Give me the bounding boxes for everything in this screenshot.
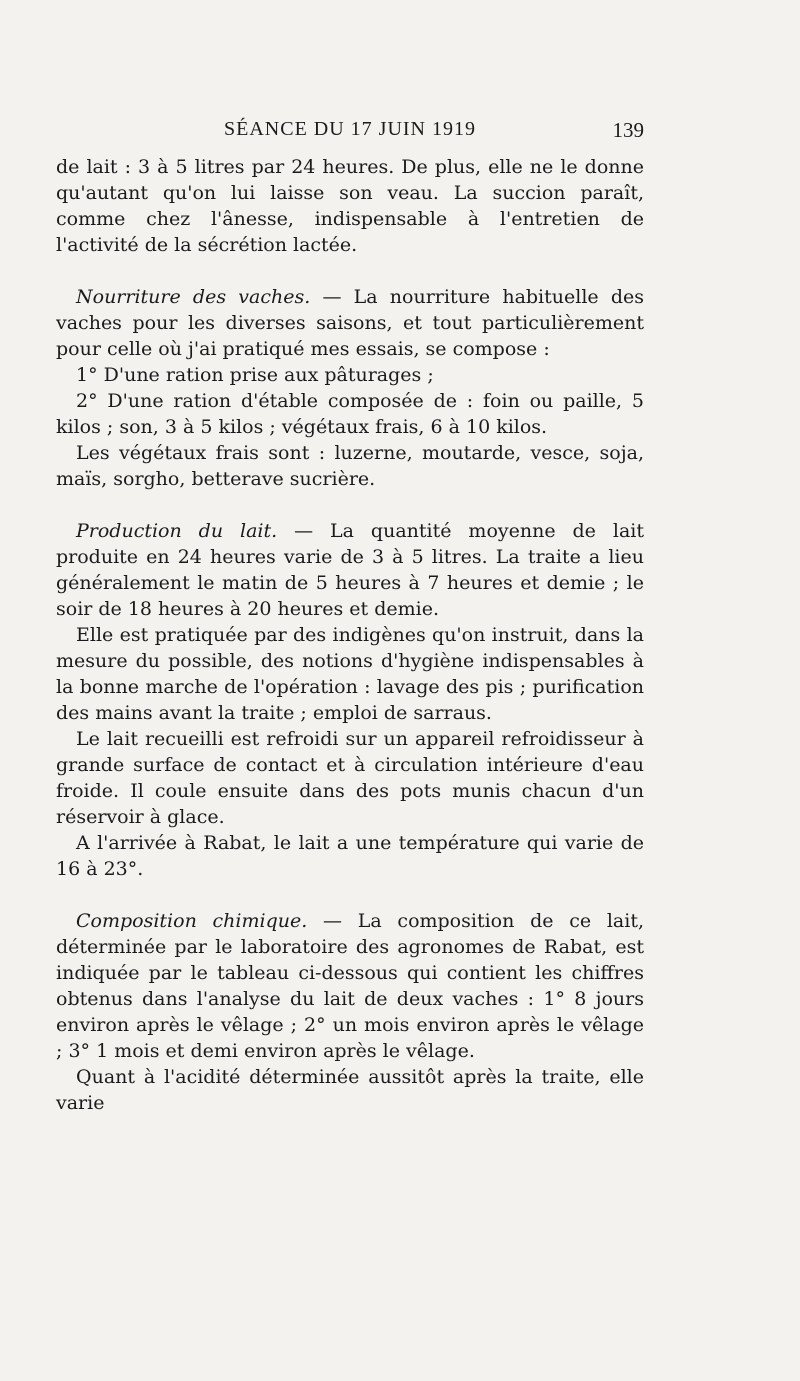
page-number: 139 xyxy=(612,118,644,142)
running-head: SÉANCE DU 17 JUIN 1919 xyxy=(224,118,476,140)
paragraph-lait-quantite: de lait : 3 à 5 litres par 24 heures. De plus, elle ne le donne qu'autant qu'on lui laisse son veau. La succion paraît, comme chez l'ânesse, indispensable à l'entretien de l'activité de la sécrétion lactée. xyxy=(56,156,644,256)
paragraph-production-text: — La quantité moyenne de lait produite en 24 heures varie de 3 à 5 litres. La traite a lieu généralement le matin de 5 heures à 7 heures et demie ; le soir de 18 heures à 20 heures et demie. xyxy=(56,520,644,620)
page-header xyxy=(56,118,644,148)
paragraph-ration-etable: 2° D'une ration d'étable composée de : foin ou paille, 5 kilos ; son, 3 à 5 kilos ; végétaux frais, 6 à 10 kilos. xyxy=(56,390,644,438)
paragraph-refroidissement: Le lait recueilli est refroidi sur un appareil refroidisseur à grande surface de contact et à circulation intérieure d'eau froide. Il coule ensuite dans des pots munis chacun d'un réservoir à glace. xyxy=(56,728,644,828)
section-title-nourriture: Nourriture des vaches. xyxy=(76,286,311,308)
section-title-production: Production du lait. xyxy=(76,520,278,542)
paragraph-production xyxy=(56,518,644,622)
paragraph-composition xyxy=(56,908,644,1064)
paragraph-nourriture-text: — La nourriture habituelle des vaches pour les diverses saisons, et tout particulièrement pour celle où j'ai pratiqué mes essais, se compose : xyxy=(56,286,644,360)
section-title-composition: Composition chimique. xyxy=(76,910,308,932)
paragraph-ration-paturages: 1° D'une ration prise aux pâturages ; xyxy=(76,364,434,386)
paragraph-vegetaux: Les végétaux frais sont : luzerne, moutarde, vesce, soja, maïs, sorgho, betterave sucrière. xyxy=(56,442,644,490)
paragraph-temperature: A l'arrivée à Rabat, le lait a une température qui varie de 16 à 23°. xyxy=(56,832,644,880)
paragraph-composition-text: — La composition de ce lait, déterminée par le laboratoire des agronomes de Rabat, est indiquée par le tableau ci-dessous qui contient les chiffres obtenus dans l'analyse du lait de deux vaches : 1° 8 jours environ après le vêlage ; 2° un mois environ après le vêlage ; 3° 1 mois et demi environ après le vêlage. xyxy=(56,910,644,1062)
paragraph-nourriture xyxy=(56,284,644,362)
body-text xyxy=(56,154,644,1116)
paragraph-acidite: Quant à l'acidité déterminée aussitôt après la traite, elle varie xyxy=(56,1066,644,1114)
paragraph-hygiene: Elle est pratiquée par des indigènes qu'on instruit, dans la mesure du possible, des notions d'hygiène indispensables à la bonne marche de l'opération : lavage des pis ; purification des mains avant la traite ; emploi de sarraus. xyxy=(56,624,644,724)
